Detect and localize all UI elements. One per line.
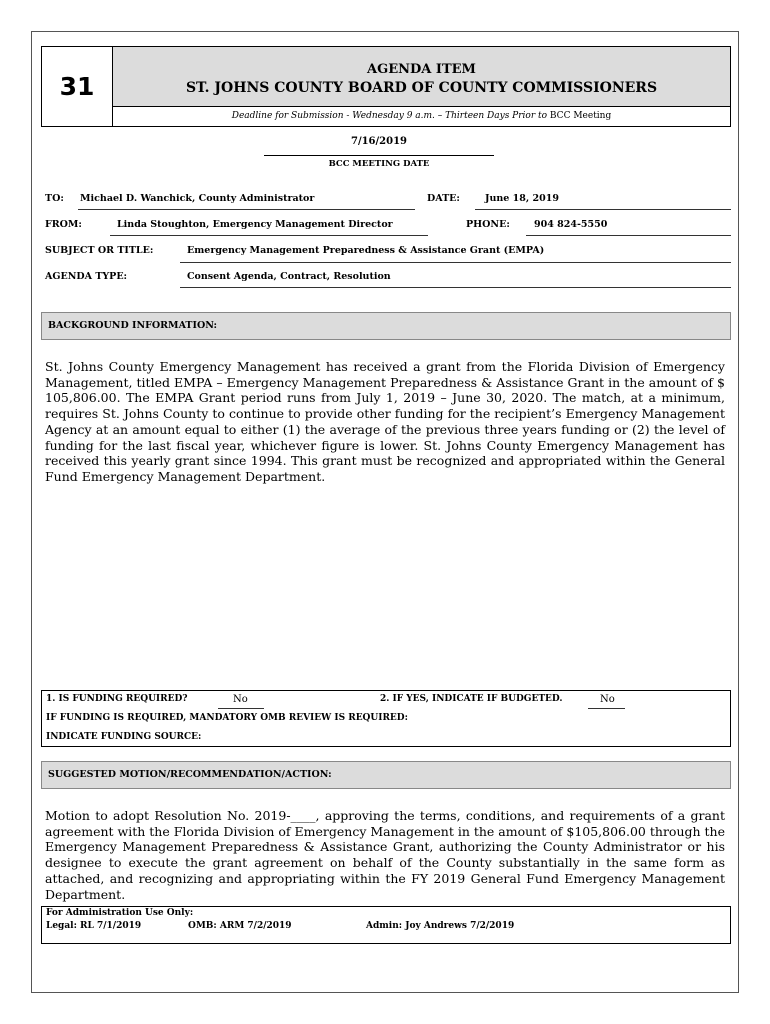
funding-required-value: No [233, 694, 248, 705]
omb-review-label: IF FUNDING IS REQUIRED, MANDATORY OMB REVIEW IS REQUIRED: [46, 713, 408, 723]
admin-admin: Admin: Joy Andrews 7/2/2019 [366, 921, 515, 931]
agenda-title-line1: AGENDA ITEM [367, 62, 476, 77]
background-text: St. Johns County Emergency Management has received a grant from the Florida Division of Emergency Management, titled EMPA – Emergency Management Preparedness & Assistance Grant in the amount of $ 105,806.00. The EMPA Grant period runs from July 1, 2019 – June 30, 2020. The match, at a minimum, requires St. Johns County to continue to provide other funding for the recipient’s Emergency Management Agency at an amount equal to either (1) the average of the previous three years funding or (2) the level of funding for the last fiscal year, whichever figure is lower. St. Johns County Emergency Management has received this yearly grant since 1994. This grant must be recognized and appropriated within the General Fund Emergency Management Department. [45, 359, 725, 484]
date-value: June 18, 2019 [485, 193, 559, 204]
to-underline [78, 209, 415, 210]
funding-required-label: 1. IS FUNDING REQUIRED? [46, 694, 188, 704]
agenda-header [41, 46, 731, 127]
motion-heading: SUGGESTED MOTION/RECOMMENDATION/ACTION: [41, 761, 731, 789]
to-value: Michael D. Wanchick, County Administrator [80, 193, 315, 204]
date-underline [475, 209, 731, 210]
meeting-date-rule [264, 155, 494, 156]
budgeted-value: No [600, 694, 615, 705]
subject-underline [180, 262, 731, 263]
funding-source-label: INDICATE FUNDING SOURCE: [46, 732, 202, 742]
meeting-date: 7/16/2019 [350, 136, 407, 147]
deadline-text: Deadline for Submission - Wednesday 9 a.m. – Thirteen Days Prior to [231, 111, 550, 121]
deadline-bcc: BCC Meeting [549, 111, 612, 121]
agenda-title-box [112, 46, 731, 107]
from-label: FROM: [45, 219, 82, 230]
date-label: DATE: [427, 193, 460, 204]
admin-omb: OMB: ARM 7/2/2019 [188, 921, 292, 931]
funding-required-underline [218, 708, 264, 709]
agenda-item-number: 31 [41, 46, 113, 127]
agenda-type-underline [180, 287, 731, 288]
admin-legal: Legal: RL 7/1/2019 [46, 921, 142, 931]
from-value: Linda Stoughton, Emergency Management Director [117, 219, 393, 230]
budgeted-underline [588, 708, 625, 709]
background-heading: BACKGROUND INFORMATION: [41, 312, 731, 340]
admin-heading: For Administration Use Only: [46, 908, 194, 918]
phone-label: PHONE: [466, 219, 510, 230]
to-label: TO: [45, 193, 64, 204]
subject-label: SUBJECT OR TITLE: [45, 245, 154, 256]
meeting-date-label: BCC MEETING DATE [328, 159, 430, 169]
agenda-type-value: Consent Agenda, Contract, Resolution [187, 271, 391, 282]
phone-underline [526, 235, 731, 236]
from-underline [110, 235, 428, 236]
phone-value: 904 824-5550 [534, 219, 608, 230]
motion-text: Motion to adopt Resolution No. 2019-____, approving the terms, conditions, and requirements of a grant agreement with the Florida Division of Emergency Management in the amount of $105,806.00 through the Emergency Management Preparedness & Assistance Grant, authorizing the County Administrator or his designee to execute the grant agreement on behalf of the County substantially in the same form as attached, and recognizing and appropriating within the FY 2019 General Fund Emergency Management Department. [45, 808, 725, 902]
budgeted-label: 2. IF YES, INDICATE IF BUDGETED. [380, 694, 563, 704]
deadline-note [112, 106, 731, 127]
agenda-title-line2: ST. JOHNS COUNTY BOARD OF COUNTY COMMISSIONERS [185, 80, 658, 96]
agenda-type-label: AGENDA TYPE: [45, 271, 128, 282]
subject-value: Emergency Management Preparedness & Assistance Grant (EMPA) [187, 245, 545, 256]
